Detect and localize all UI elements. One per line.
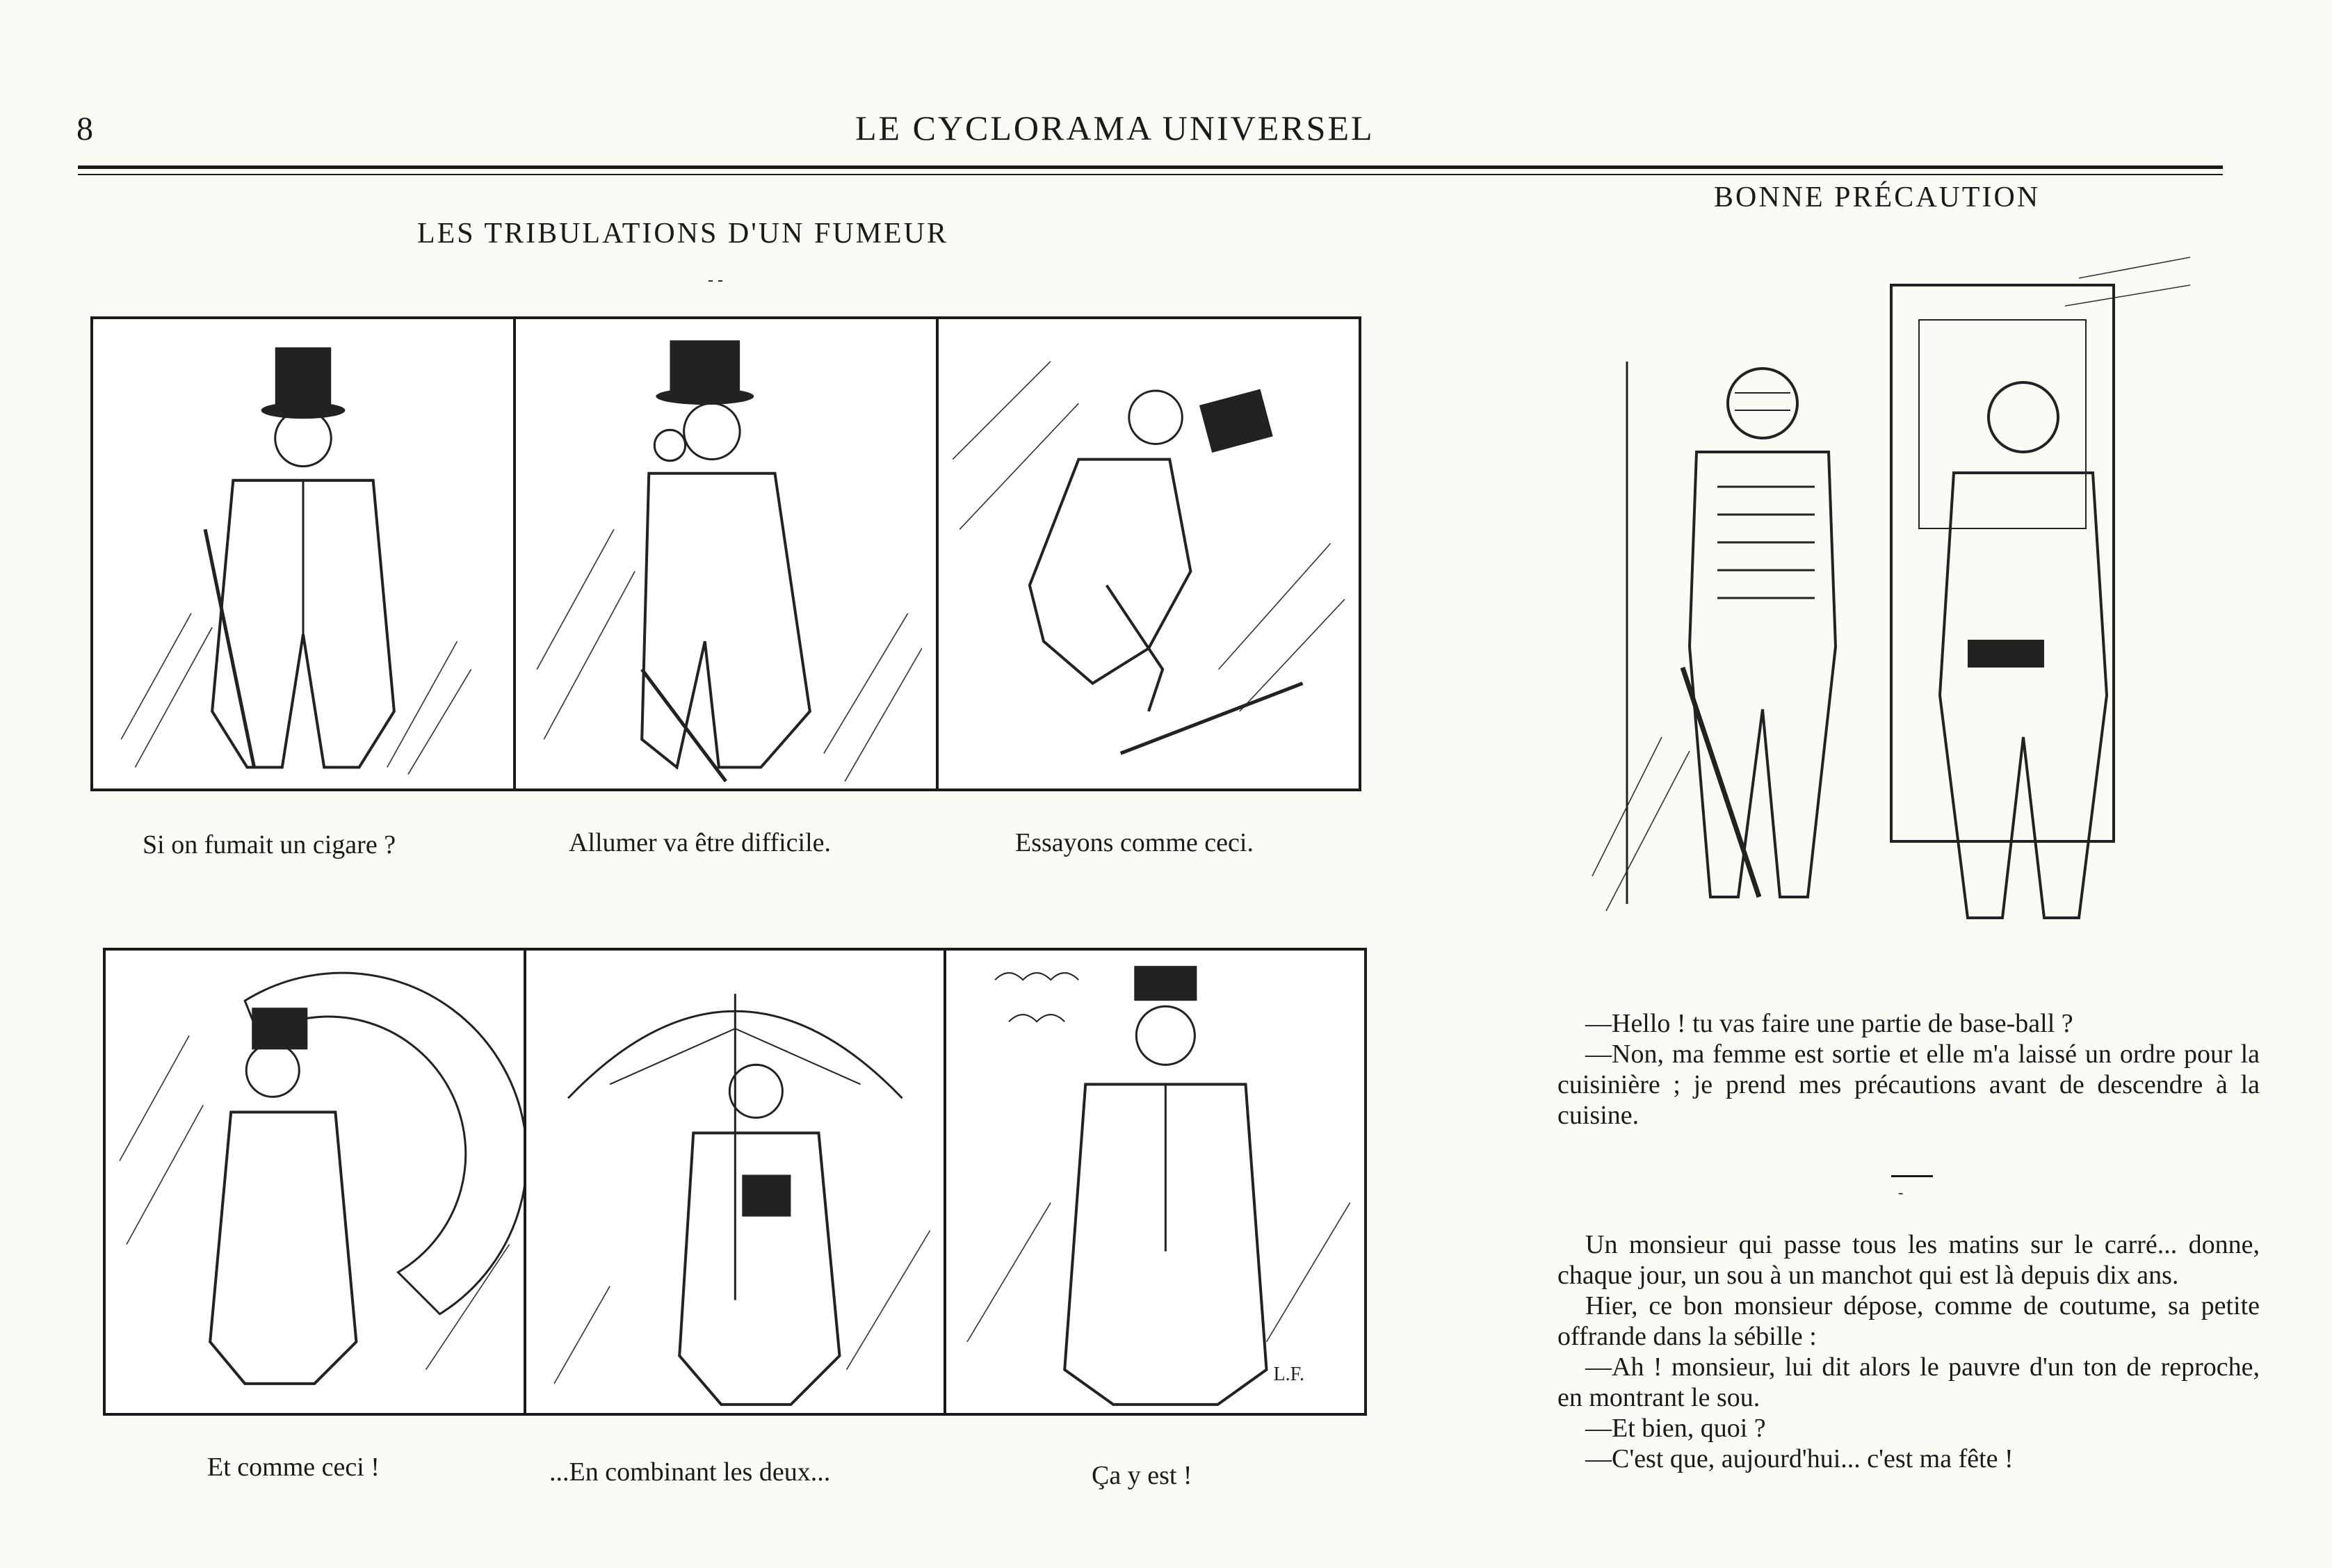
header-rule-thin [78,174,2223,175]
artist-signature: L.F. [1273,1363,1305,1385]
man-lighting-pipe-illustration [516,319,936,789]
man-behind-umbrella-illustration [106,951,524,1413]
anecdote-paragraph-3: —Ah ! monsieur, lui dit alors le pauvre d'un ton de reproche, en montrant le sou. [1557,1352,2260,1412]
man-top-hat-standing-illustration [93,319,513,789]
story-dialogue [1557,1008,2260,1131]
comic-panel-2 [516,319,939,789]
panel-4-caption: Et comme ceci ! [207,1453,380,1482]
anecdote-paragraph-5: —C'est que, aujourd'hui... c'est ma fête ! [1585,1444,2014,1473]
man-crouching-with-hat-illustration [939,319,1359,789]
anecdote-paragraph-2: Hier, ce bon monsieur dépose, comme de coutume, sa petite offrande dans la sébille : [1557,1291,2260,1351]
section-divider [1891,1175,1933,1177]
comic-panel-6 [946,951,1364,1413]
story-title: BONNE PRÉCAUTION [1714,181,2041,213]
man-under-open-umbrella-illustration [526,951,944,1413]
panel-5-caption: ...En combinant les deux... [549,1457,831,1487]
panel-2-caption: Allumer va être difficile. [569,828,832,857]
catcher-and-gentleman-illustration [1578,250,2211,960]
man-smoking-success-illustration [946,951,1364,1413]
comic-panel-5 [526,951,947,1413]
dialogue-line-2: —Non, ma femme est sortie et elle m'a laissé un ordre pour la cuisinière ; je prend mes précautions avant de descendre à la cuisine. [1557,1040,2260,1130]
anecdote-paragraph-1: Un monsieur qui passe tous les matins sur le carré... donne, chaque jour, un sou à un manchot qui est là depuis dix ans. [1557,1230,2260,1290]
panel-6-caption: Ça y est ! [1092,1461,1192,1490]
comic-strip-row-2 [103,948,1367,1416]
anecdote [1557,1229,2260,1474]
header-rule [78,165,2223,169]
page-number: 8 [76,111,93,147]
comic-panel-1 [93,319,516,789]
comic-title: LES TRIBULATIONS D'UN FUMEUR [417,218,948,250]
story-illustration [1578,250,2211,960]
panel-3-caption: Essayons comme ceci. [1015,828,1254,857]
comic-strip-row-1 [90,316,1361,791]
dialogue-line-1: —Hello ! tu vas faire une partie de base-ball ? [1585,1009,2073,1038]
section-divider-mark: - [1898,1183,1904,1201]
panel-1-caption: Si on fumait un cigare ? [143,830,396,859]
comic-title-mark: - - [708,271,723,289]
journal-title: LE CYCLORAMA UNIVERSEL [855,108,1375,147]
anecdote-paragraph-4: —Et bien, quoi ? [1585,1414,1766,1443]
comic-panel-4 [106,951,526,1413]
comic-panel-3 [939,319,1359,789]
